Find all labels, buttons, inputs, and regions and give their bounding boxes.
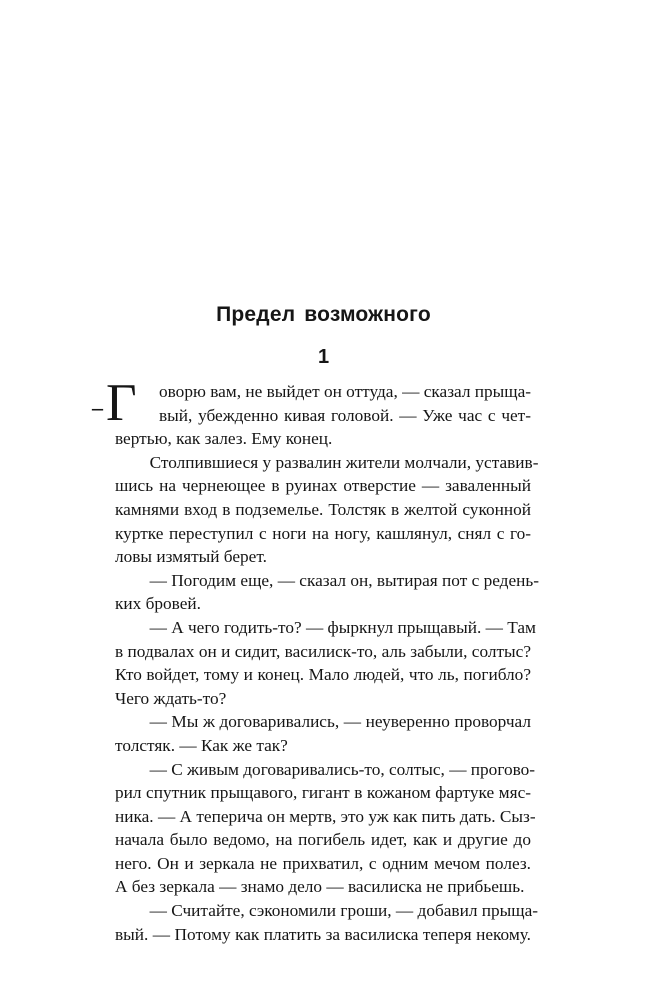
text-line: Чего ждать-то? [115, 688, 227, 708]
text-line: ника. — А теперича он мертв, это уж как пить дать. Сыз- [115, 806, 536, 826]
text-lines [115, 380, 540, 946]
text-line: — А чего годить-то? — фыркнул прыщавый. — Там [149, 617, 536, 637]
text-line: вый. — Потому как платить за василиска теперя некому. [115, 924, 531, 944]
text-line: — Считайте, сэкономили гроши, — добавил прыща- [149, 901, 539, 921]
text-line: камнями вход в подземелье. Толстяк в желтой суконной [115, 499, 531, 519]
text-line: — С живым договаривались-то, солтыс, — прогово- [149, 759, 536, 779]
text-line: — Погодим еще, — сказал он, вытирая пот с редень- [149, 570, 540, 590]
drop-cap [92, 374, 137, 432]
text-line: толстяк. — Как же так? [115, 735, 288, 755]
section-number: 1 [317, 346, 330, 368]
text-line: — Мы ж договаривались, — неуверенно проворчал [149, 712, 531, 732]
text-line: вый, убежденно кивая головой. — Уже час с чет- [159, 405, 531, 425]
text-line: ких бровей. [115, 594, 201, 614]
text-line: А без зеркала — знамо дело — василиска не прибьешь. [115, 877, 525, 897]
text-line: начала было ведомо, на погибель идет, как и другие до [115, 830, 531, 850]
text-line: ловы измятый берет. [115, 547, 267, 567]
chapter-title: Предел возможного [216, 303, 431, 326]
text-line: рил спутник прыщавого, гигант в кожаном фартуке мяс- [115, 783, 531, 803]
body-text [92, 374, 540, 946]
text-line: него. Он и зеркала не прихватил, с одним мечом полез. [115, 853, 531, 873]
text-line: Столпившиеся у развалин жители молчали, уставив- [149, 452, 539, 472]
drop-cap-letter: Г [106, 374, 137, 432]
text-line: куртке переступил с ноги на ногу, кашлянул, снял с го- [115, 523, 531, 543]
drop-cap-dash: – [92, 395, 103, 420]
text-line: Кто войдет, тому и конец. Мало людей, что ль, погибло? [115, 665, 531, 685]
text-line: вертью, как залез. Ему конец. [115, 429, 333, 449]
text-line: оворю вам, не выйдет он оттуда, — сказал прыща- [159, 382, 532, 401]
text-line: в подвалах он и сидит, василиск-то, аль забыли, солтыс? [115, 641, 531, 661]
text-line: шись на чернеющее в руинах отверстие — заваленный [115, 476, 531, 496]
